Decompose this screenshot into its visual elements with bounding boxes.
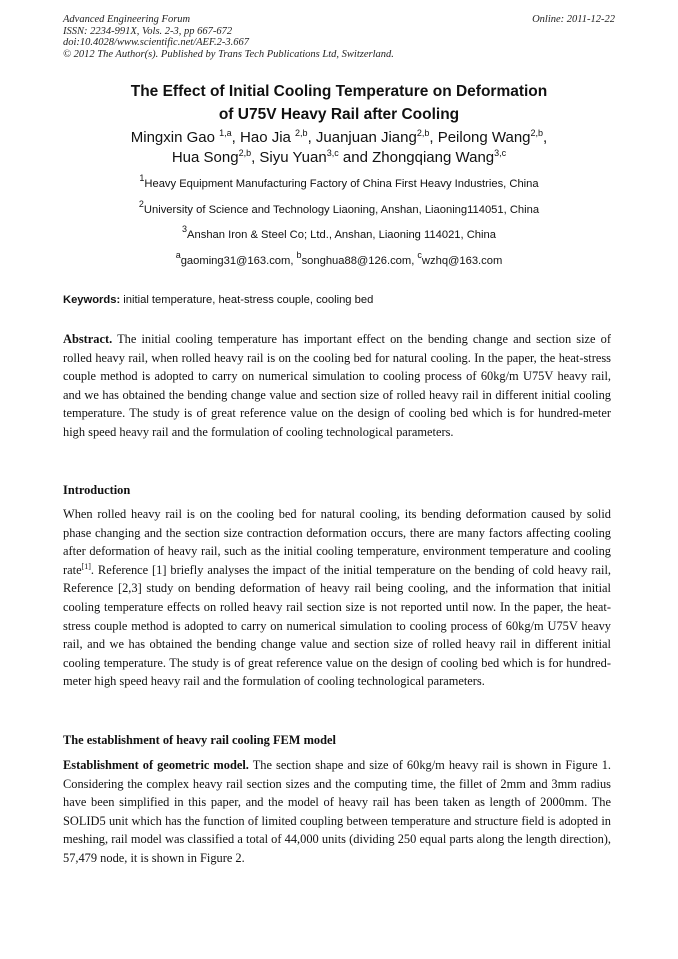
keywords-text: initial temperature, heat-stress couple, cooling bed [120, 294, 374, 306]
online-date: Online: 2011-12-22 [532, 14, 615, 25]
affiliation-sup: 3 [182, 224, 188, 234]
affiliation-3 [63, 224, 615, 242]
and-word: and [342, 149, 368, 166]
affiliation-sup: 1 [139, 173, 145, 183]
email-sup: b [296, 250, 302, 260]
keywords-label: Keywords: [63, 294, 121, 306]
affiliation-text: Heavy Equipment Manufacturing Factory of China First Heavy Industries, China [144, 178, 539, 190]
affiliation-2 [63, 199, 615, 217]
author-name: Mingxin Gao [130, 129, 215, 146]
issn-line: ISSN: 2234-991X, Vols. 2-3, pp 667-672 [63, 25, 233, 37]
introduction-text-cont: . Reference [1] briefly analyses the impact of the initial temperature on the bending of cold heavy rail, Reference [2,3] study on bending deformation of heavy rail being cooling, and the information that initial cooling temperature effects on rolled heavy rail section size is not reported until now. In the paper, the heat-stress couple method is adopted to carry on numerical simulation to cooling process of 60kg/m U75V heavy rail, and we has obtained the bending change value and section size of rolled heavy rail in different initial cooling temperature. The study is of great reference value on the design of cooling bed which is for hundred-meter high speed heavy rail and the formulation of cooling technological parameters. [63, 562, 611, 689]
author-sup: 3,c [494, 148, 507, 158]
fem-section-heading: The establishment of heavy rail cooling FEM model [63, 733, 336, 747]
title-line-2: of U75V Heavy Rail after Cooling [218, 106, 460, 123]
author-sup: 2,b [416, 128, 430, 138]
email-address[interactable]: songhua88@126.com [301, 255, 412, 267]
fem-text: The section shape and size of 60kg/m heavy rail is shown in Figure 1. Considering the complex heavy rail section sizes and the computing time, the fillet of 2mm and 3mm radius have been simplified in this paper, and the model of heavy rail has been taken as length of 2000mm. The SOLID5 unit which has the function of limited coupling between temperature and structure field is adopted in meshing, rail model was classified a total of 44,000 units (dividing 250 equal parts along the length direction), 57,479 node, it is shown in Figure 2. [63, 758, 612, 865]
affiliation-text: University of Science and Technology Liaoning, Anshan, Liaoning114051, China [143, 204, 540, 216]
paper-title [63, 80, 615, 126]
author-sup: 2,b [238, 148, 252, 158]
journal-name: Advanced Engineering Forum [63, 14, 191, 25]
author-name: Juanjuan Jiang [315, 129, 417, 146]
author-line-2: Hua Song$^{2,b}$, Siyu Yuan$^{3,c}$ and Zhongqiang Wang$^{3,c}$ [171, 148, 507, 166]
author-line-1: Mingxin Gao $^{1,a}$, Hao Jia $^{2,b}$, Juanjuan Jiang$^{2,b}$, Peilong Wang$^{2,b}$, [130, 128, 548, 146]
author-name: Zhongqiang Wang [372, 149, 495, 166]
email-line: $^a$gaoming31@163.com, $^b$songhua88@126.com, $^c$wzhq@163.com [175, 250, 503, 267]
email-address[interactable]: wzhq@163.com [421, 255, 503, 267]
author-list [63, 128, 615, 168]
author-sup: 2,b [295, 128, 308, 138]
citation-ref[interactable]: [1] [81, 561, 91, 571]
email-sup: c [417, 250, 422, 260]
author-sup: 3,c [326, 148, 339, 158]
fem-sub-label: Establishment of geometric model. [63, 758, 249, 772]
keywords [63, 293, 615, 307]
copyright-line: © 2012 The Author(s). Published by Trans Tech Publications Ltd, Switzerland. [63, 48, 394, 60]
author-sup: 1,a [219, 128, 232, 138]
abstract-text: The initial cooling temperature has important effect on the bending change and section size of rolled heavy rail, when rolled heavy rail is on the cooling bed for natural cooling. In the paper, the heat-stress couple method is adopted to carry on numerical simulation to cooling process of 60kg/m U75V heavy rail, and we has obtained the bending change value and section size of rolled heavy rail in different initial cooling temperature. The study is of great reference value on the design of cooling bed which is for hundred-meter high speed heavy rail and the formulation of cooling technological parameters. [63, 332, 611, 439]
journal-header [63, 14, 615, 60]
abstract-label: Abstract. [63, 332, 113, 346]
doi-line: doi:10.4028/www.scientific.net/AEF.2-3.667 [63, 37, 249, 48]
author-sup: 2,b [530, 128, 544, 138]
author-name: Hao Jia [240, 129, 291, 146]
author-name: Peilong Wang [437, 129, 531, 146]
email-sup: a [175, 250, 181, 260]
email-address[interactable]: gaoming31@163.com [180, 255, 291, 267]
fem-paragraph [63, 756, 611, 868]
title-line-1: The Effect of Initial Cooling Temperature on Deformation [130, 83, 548, 100]
affiliation-text: Anshan Iron & Steel Co; Ltd., Anshan, Liaoning 114021, China [187, 229, 496, 241]
affiliation-sup: 2 [138, 199, 144, 209]
author-name: Hua Song [171, 149, 239, 166]
author-name: Siyu Yuan [259, 149, 327, 166]
affiliation-1 [63, 173, 615, 191]
introduction-text: When rolled heavy rail is on the cooling bed for natural cooling, its bending deformation caused by solid phase changing and the section size contraction deformation occurs, there are many factors affecting cooling after deformation of heavy rail, such as the initial cooling temperature, environment temperature and cooling rate [63, 507, 611, 577]
abstract-paragraph [63, 330, 611, 442]
introduction-heading: Introduction [63, 483, 131, 497]
introduction-paragraph [63, 505, 611, 691]
